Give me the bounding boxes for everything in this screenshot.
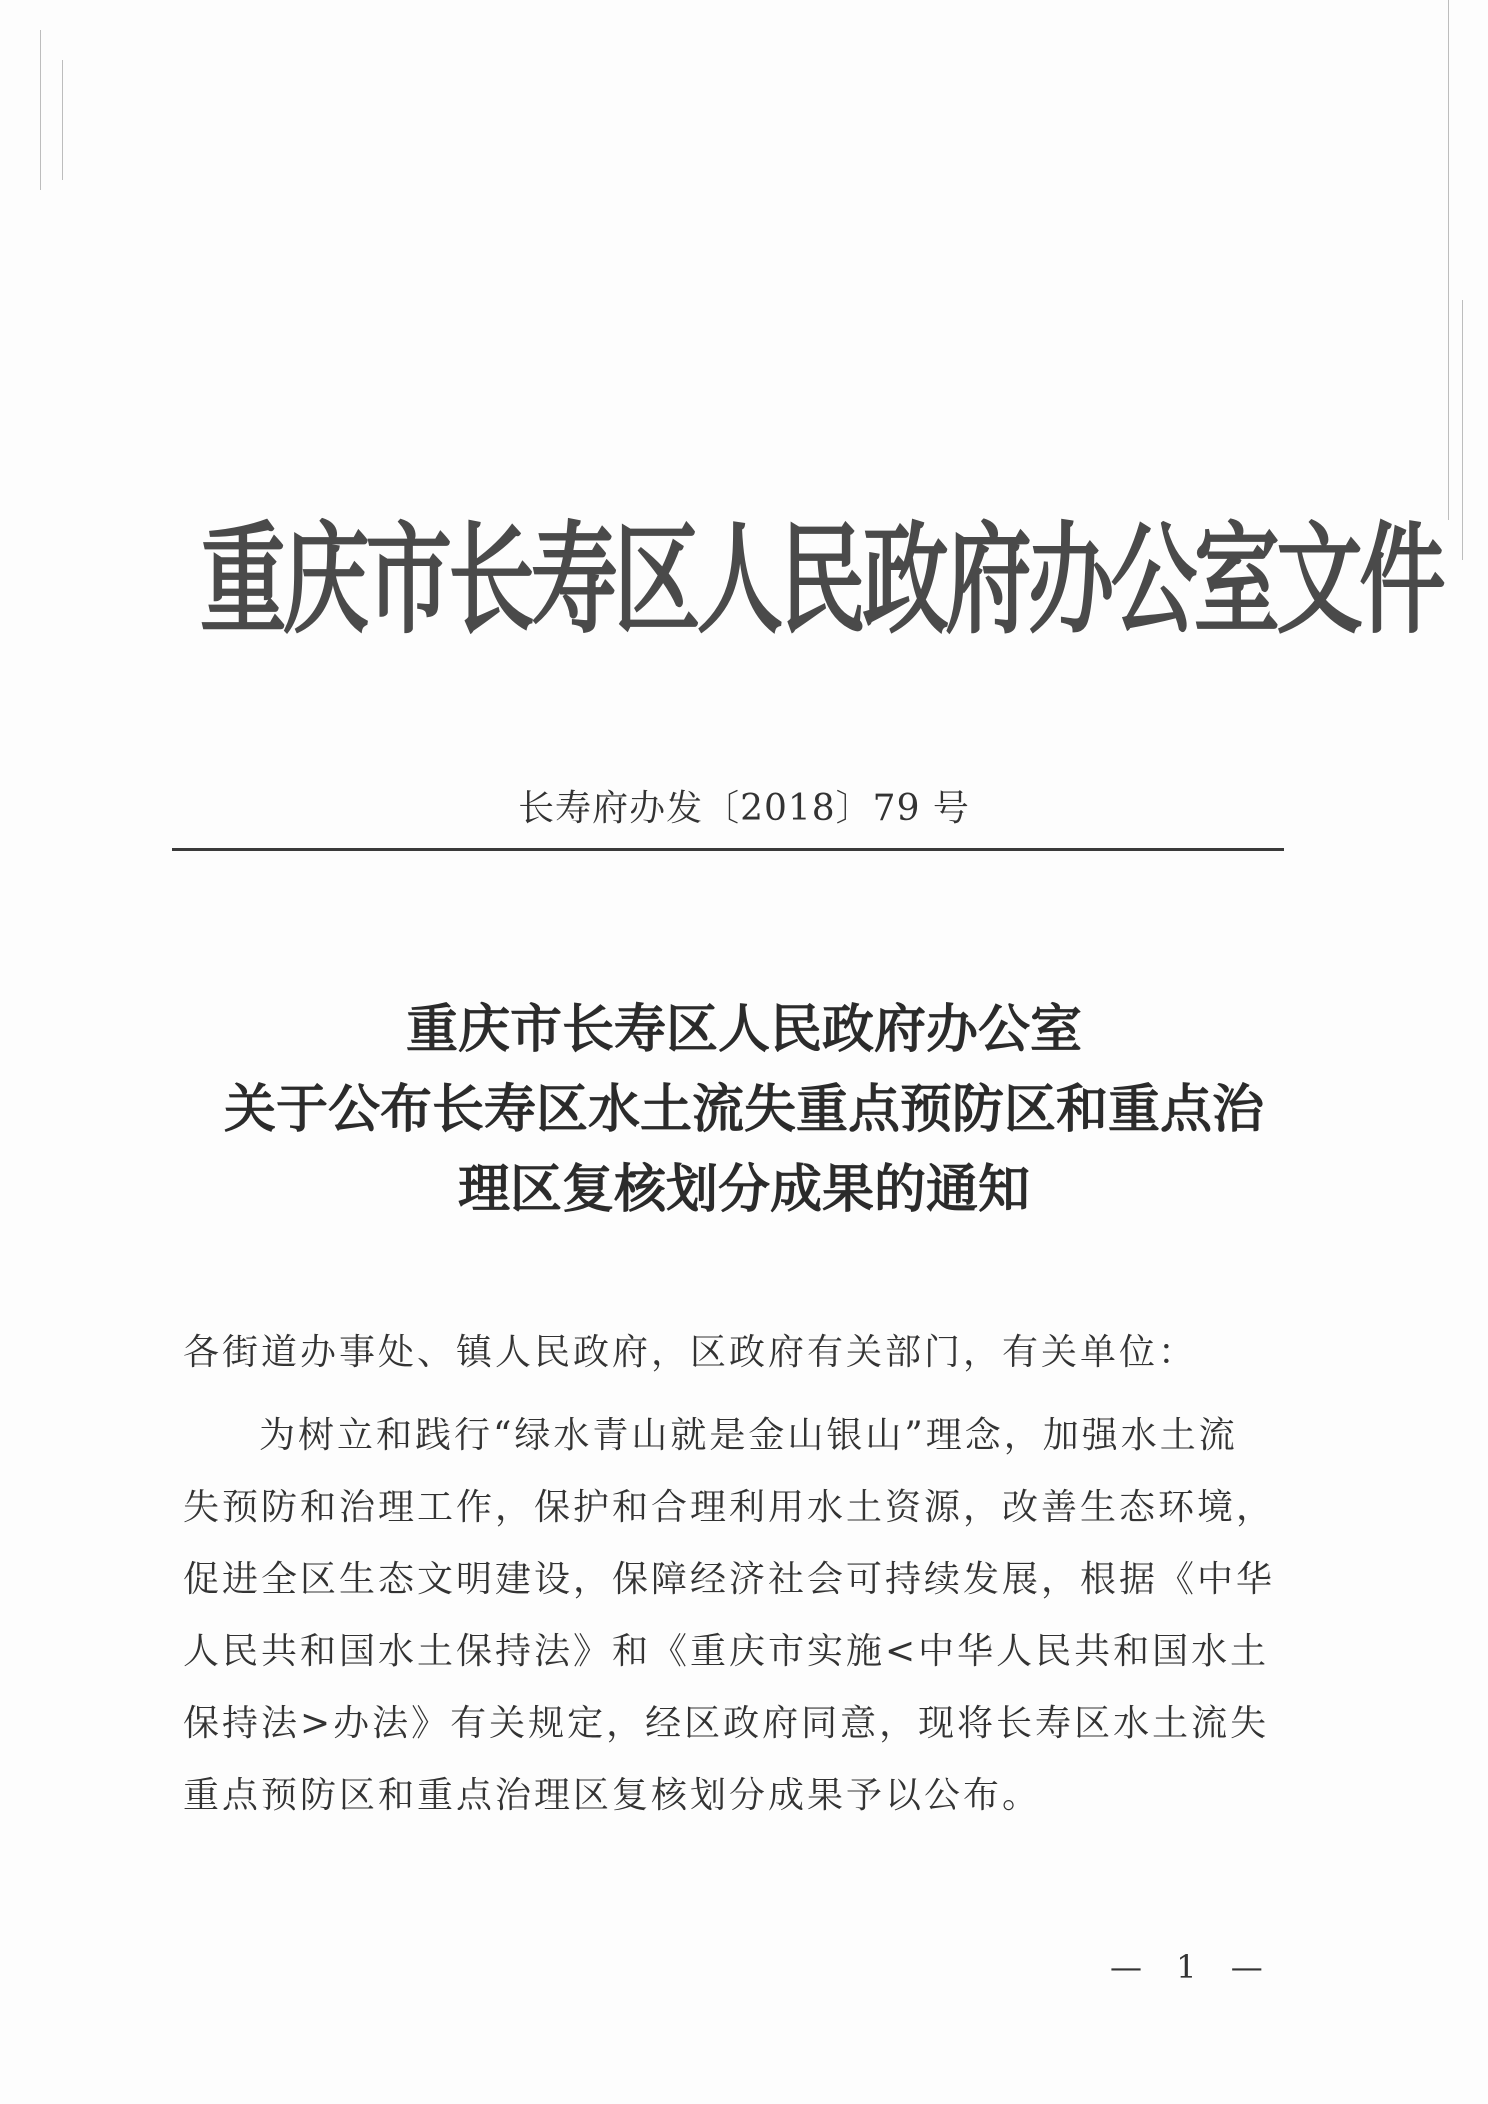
body-line: 促进全区生态文明建设，保障经济社会可持续发展，根据《中华 bbox=[183, 1559, 1276, 1600]
title-line: 理区复核划分成果的通知 bbox=[457, 1160, 1030, 1220]
masthead-title: 重庆市长寿区人民政府办公室文件 bbox=[200, 510, 1442, 650]
document-number-row bbox=[0, 780, 1488, 831]
salutation: 各街道办事处、镇人民政府，区政府有关部门，有关单位： bbox=[183, 1332, 1198, 1373]
document-title bbox=[160, 990, 1328, 1230]
scan-artifact bbox=[1462, 300, 1463, 560]
scan-artifact bbox=[1448, 0, 1449, 520]
body-paragraph bbox=[183, 1400, 1283, 1832]
document-number: 长寿府办发〔2018〕79 号 bbox=[518, 788, 970, 829]
page-number: — 1 — bbox=[1110, 1948, 1275, 1986]
header-divider bbox=[172, 848, 1284, 851]
scan-artifact bbox=[62, 60, 63, 180]
body-line: 失预防和治理工作，保护和合理利用水土资源，改善生态环境， bbox=[183, 1487, 1276, 1528]
scan-artifact bbox=[40, 30, 41, 190]
body-line: 为树立和践行“绿水青山就是金山银山”理念，加强水土流 bbox=[259, 1415, 1238, 1456]
body-line: 重点预防区和重点治理区复核划分成果予以公布。 bbox=[183, 1775, 1042, 1816]
body-line: 人民共和国水土保持法》和《重庆市实施<中华人民共和国水土 bbox=[183, 1631, 1270, 1672]
title-line: 关于公布长寿区水土流失重点预防区和重点治 bbox=[223, 1080, 1264, 1140]
body-line: 保持法>办法》有关规定，经区政府同意，现将长寿区水土流失 bbox=[183, 1703, 1270, 1744]
title-line: 重庆市长寿区人民政府办公室 bbox=[405, 1000, 1082, 1060]
